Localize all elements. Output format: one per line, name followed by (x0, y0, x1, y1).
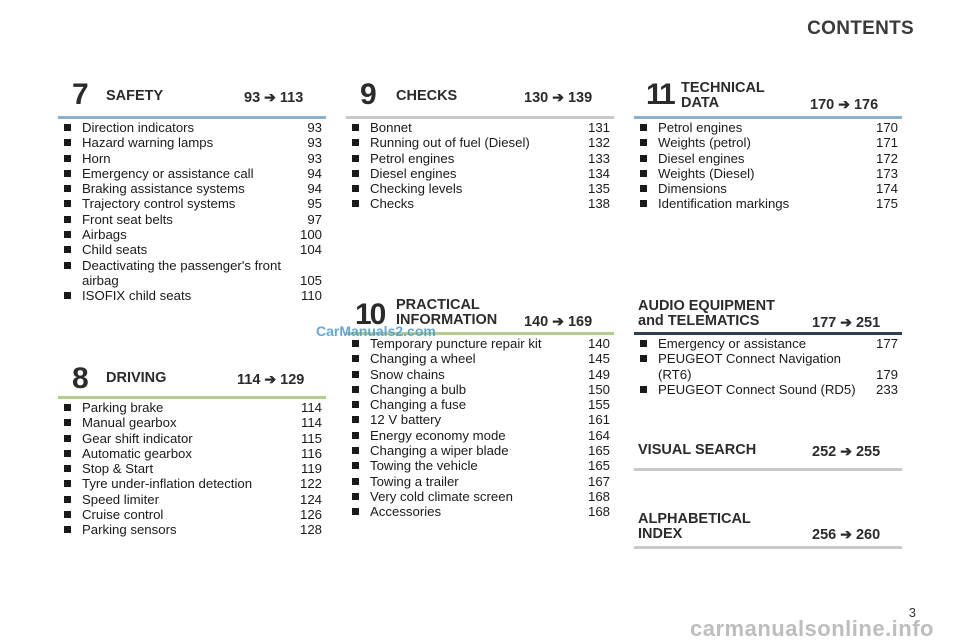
item-page: 124 (299, 491, 322, 507)
bullet-square-icon (352, 478, 359, 485)
section-number-safety: 7 (72, 78, 87, 111)
range-from: 170 (810, 97, 835, 113)
list-item[interactable] (60, 196, 322, 211)
range-from: 130 (524, 90, 549, 106)
section-title-visual: VISUAL SEARCH (638, 442, 757, 458)
section-title-line2: and TELEMATICS (638, 313, 760, 329)
item-page: 134 (587, 165, 610, 181)
bullet-square-icon (64, 480, 71, 487)
item-page: 94 (307, 181, 322, 197)
section-divider-safety (58, 116, 326, 119)
list-item[interactable] (636, 135, 898, 150)
item-label: Diesel engines (658, 150, 745, 166)
range-to: 260 (855, 527, 881, 543)
item-page: 95 (307, 196, 322, 212)
item-label: Parking sensors (82, 522, 177, 538)
item-page: 131 (587, 120, 610, 135)
item-page: 149 (587, 366, 610, 382)
item-label: Accessories (370, 504, 442, 520)
item-page: 104 (299, 242, 322, 258)
section-title-driving: DRIVING (106, 370, 167, 386)
list-item[interactable] (348, 367, 610, 382)
footer-watermark: carmanualsonline.info (690, 616, 934, 641)
item-page: 93 (307, 135, 322, 151)
item-page: 114 (300, 400, 322, 415)
item-page: 138 (587, 196, 610, 212)
range-to: 255 (855, 444, 881, 460)
section-range-practical (524, 313, 592, 330)
item-page: 115 (300, 430, 322, 446)
item-page: 171 (875, 135, 898, 151)
bullet-square-icon (352, 355, 359, 362)
section-title-line1: PRACTICAL (396, 297, 480, 313)
bullet-square-icon (640, 340, 647, 347)
bullet-square-icon (352, 493, 359, 500)
range-to: 129 (280, 372, 305, 388)
section-divider-driving (58, 396, 326, 399)
list-item[interactable] (636, 151, 898, 166)
bullet-square-icon (352, 124, 359, 131)
item-page: 233 (875, 381, 898, 397)
right-arrow-icon: ➔ (552, 89, 564, 105)
list-item[interactable] (348, 489, 610, 504)
item-label: 12 V battery (370, 412, 442, 428)
item-page: 133 (587, 150, 610, 166)
item-page: 175 (875, 196, 898, 212)
item-label: Parking brake (82, 400, 164, 415)
list-item[interactable] (348, 166, 610, 181)
section-range-technical (810, 96, 878, 113)
list-item[interactable] (636, 196, 898, 211)
section-range-driving (237, 371, 304, 388)
item-label: Child seats (82, 242, 148, 258)
item-page: 155 (587, 397, 610, 413)
range-from: 140 (524, 314, 549, 330)
bullet-square-icon (64, 139, 71, 146)
section-title-alpha (638, 512, 751, 542)
item-label: Very cold climate screen (370, 488, 513, 504)
item-page: 168 (587, 504, 610, 520)
list-item[interactable] (348, 196, 610, 211)
item-page: 150 (587, 381, 610, 397)
list-item[interactable] (348, 412, 610, 427)
bullet-square-icon (352, 185, 359, 192)
bullet-square-icon (64, 292, 71, 299)
item-label: Changing a wheel (370, 351, 476, 367)
section-title-line1: ALPHABETICAL (638, 511, 751, 527)
item-page: 168 (587, 488, 610, 504)
list-item[interactable] (60, 166, 322, 181)
bullet-square-icon (64, 419, 71, 426)
range-from: 256 (812, 527, 837, 543)
section-title-line1: AUDIO EQUIPMENT (638, 298, 775, 314)
bullet-square-icon (352, 170, 359, 177)
item-label: Energy economy mode (370, 427, 506, 443)
item-label: Weights (petrol) (658, 135, 751, 151)
item-label: Weights (Diesel) (658, 165, 755, 181)
item-label: Bonnet (370, 120, 412, 135)
item-label: ISOFIX child seats (82, 288, 192, 304)
list-item[interactable] (60, 431, 322, 446)
item-page: 140 (587, 336, 610, 351)
item-label: Checks (370, 196, 414, 212)
list-item[interactable] (636, 181, 898, 196)
item-page: 170 (875, 120, 898, 135)
bullet-square-icon (640, 170, 647, 177)
list-item[interactable] (636, 166, 898, 181)
range-to: 139 (567, 90, 593, 106)
section-number-checks: 9 (360, 78, 375, 111)
list-item[interactable] (60, 476, 322, 491)
item-page: 97 (307, 211, 322, 227)
list-item[interactable] (60, 212, 322, 227)
item-label: Changing a bulb (370, 381, 467, 397)
item-page: 93 (307, 150, 322, 166)
item-label: Dimensions (658, 181, 727, 197)
item-label: Speed limiter (82, 491, 159, 507)
list-item[interactable] (348, 382, 610, 397)
item-label: Tyre under-inflation detection (82, 476, 253, 492)
item-label: Hazard warning lamps (82, 135, 214, 151)
item-page: 132 (587, 135, 610, 151)
bullet-square-icon (352, 432, 359, 439)
section-title-line2: INDEX (638, 526, 683, 542)
item-page: 177 (875, 336, 898, 351)
section-divider-technical (634, 116, 902, 119)
list-item[interactable] (348, 504, 610, 519)
bullet-square-icon (352, 200, 359, 207)
list-item[interactable] (348, 397, 610, 412)
section-divider-visual (634, 468, 902, 471)
bullet-square-icon (64, 450, 71, 457)
right-arrow-icon: ➔ (840, 314, 852, 330)
page-number: 3 (908, 605, 916, 620)
list-item[interactable] (60, 522, 322, 537)
item-page: 105 (299, 272, 322, 288)
item-page: 119 (300, 461, 322, 477)
section-list-driving (60, 400, 322, 538)
section-divider-audio (634, 332, 902, 335)
item-label: Trajectory control systems (82, 196, 236, 212)
item-label: Towing a trailer (370, 473, 459, 489)
item-page: 114 (300, 415, 322, 431)
list-item[interactable] (636, 382, 898, 397)
bullet-square-icon (64, 511, 71, 518)
bullet-square-icon (352, 508, 359, 515)
list-item[interactable] (60, 446, 322, 461)
bullet-square-icon (64, 262, 71, 269)
bullet-square-icon (640, 139, 647, 146)
list-item[interactable] (60, 415, 322, 430)
section-list-practical (348, 336, 610, 520)
section-divider-alpha (634, 546, 902, 549)
range-from: 93 (244, 90, 261, 106)
list-item[interactable] (60, 120, 322, 135)
right-arrow-icon: ➔ (840, 443, 852, 459)
item-label: Diesel engines (370, 165, 457, 181)
item-page: 161 (587, 412, 610, 428)
bullet-square-icon (640, 185, 647, 192)
right-arrow-icon: ➔ (840, 526, 852, 542)
item-label: Emergency or assistance (658, 336, 807, 351)
item-label: Running out of fuel (Diesel) (370, 135, 530, 151)
section-title-checks: CHECKS (396, 88, 458, 104)
item-label: Changing a fuse (370, 397, 467, 413)
item-label: Direction indicators (82, 120, 195, 135)
item-label: Deactivating the passenger's front airbag (82, 257, 281, 288)
bullet-square-icon (64, 200, 71, 207)
item-page: 116 (300, 445, 322, 461)
bullet-square-icon (352, 462, 359, 469)
item-label: Front seat belts (82, 211, 173, 227)
range-to: 251 (855, 315, 881, 331)
item-label: Towing the vehicle (370, 458, 478, 474)
list-item[interactable] (348, 428, 610, 443)
right-arrow-icon: ➔ (552, 313, 564, 329)
bullet-square-icon (64, 155, 71, 162)
bullet-square-icon (352, 447, 359, 454)
list-item[interactable] (348, 458, 610, 473)
bullet-square-icon (64, 435, 71, 442)
section-list-checks (348, 120, 610, 212)
range-to: 113 (279, 90, 304, 106)
item-label: Stop & Start (82, 461, 154, 477)
item-page: 128 (299, 522, 322, 538)
item-page: 126 (299, 507, 322, 523)
section-title-technical (681, 81, 765, 111)
section-range-visual (812, 443, 880, 460)
item-label: Horn (82, 150, 111, 166)
list-item[interactable] (348, 181, 610, 196)
section-number-practical: 10 (355, 298, 385, 331)
item-label: PEUGEOT Connect Sound (RD5) (658, 381, 856, 397)
list-item[interactable] (348, 120, 610, 135)
list-item[interactable] (60, 258, 322, 289)
range-from: 177 (812, 315, 837, 331)
list-item[interactable] (60, 135, 322, 150)
item-label: Automatic gearbox (82, 445, 192, 461)
section-range-alpha (812, 526, 880, 543)
bullet-square-icon (64, 526, 71, 533)
item-label: Temporary puncture repair kit (370, 336, 542, 351)
bullet-square-icon (640, 386, 647, 393)
list-item[interactable] (348, 443, 610, 458)
section-range-checks (524, 89, 592, 106)
item-page: 94 (307, 165, 322, 181)
list-item[interactable] (636, 351, 898, 382)
list-item[interactable] (60, 492, 322, 507)
right-arrow-icon: ➔ (264, 371, 277, 387)
section-title-line2: INFORMATION (396, 312, 498, 328)
item-label: Changing a wiper blade (370, 443, 509, 459)
item-page: 179 (875, 366, 898, 382)
list-item[interactable] (60, 242, 322, 257)
item-page: 164 (587, 427, 610, 443)
item-page: 165 (587, 458, 610, 474)
bullet-square-icon (640, 124, 647, 131)
list-item[interactable] (636, 120, 898, 135)
bullet-square-icon (64, 170, 71, 177)
item-label: Gear shift indicator (82, 430, 193, 446)
item-page: 135 (587, 181, 610, 197)
section-title-line1: TECHNICAL (681, 80, 765, 96)
item-label: Identification markings (658, 196, 790, 212)
section-list-audio (636, 336, 898, 397)
item-page: 110 (300, 288, 322, 304)
right-arrow-icon: ➔ (838, 96, 850, 112)
bullet-square-icon (352, 386, 359, 393)
item-page: 100 (299, 227, 322, 243)
list-item[interactable] (636, 336, 898, 351)
list-item[interactable] (348, 351, 610, 366)
section-list-safety (60, 120, 322, 304)
section-range-audio (812, 314, 880, 331)
right-arrow-icon: ➔ (264, 89, 276, 105)
list-item[interactable] (60, 400, 322, 415)
section-number-driving: 8 (72, 362, 87, 395)
section-list-technical (636, 120, 898, 212)
bullet-square-icon (64, 465, 71, 472)
item-page: 172 (875, 150, 898, 166)
item-label: Snow chains (370, 366, 445, 382)
item-label: Emergency or assistance call (82, 165, 254, 181)
page-title: CONTENTS (807, 18, 914, 39)
bullet-square-icon (64, 496, 71, 503)
range-from: 114 (237, 372, 261, 388)
bullet-square-icon (640, 200, 647, 207)
bullet-square-icon (352, 155, 359, 162)
item-page: 165 (587, 443, 610, 459)
list-item[interactable] (60, 181, 322, 196)
bullet-square-icon (64, 185, 71, 192)
bullet-square-icon (352, 416, 359, 423)
list-item[interactable] (60, 461, 322, 476)
item-label: Manual gearbox (82, 415, 177, 431)
range-to: 176 (853, 97, 879, 113)
list-item[interactable] (60, 151, 322, 166)
list-item[interactable] (60, 227, 322, 242)
item-label: Checking levels (370, 181, 463, 197)
item-label: Petrol engines (370, 150, 455, 166)
bullet-square-icon (352, 139, 359, 146)
range-to: 169 (567, 314, 593, 330)
item-label: Airbags (82, 227, 127, 243)
bullet-square-icon (64, 404, 71, 411)
list-item[interactable] (348, 474, 610, 489)
list-item[interactable] (348, 135, 610, 150)
item-page: 167 (587, 473, 610, 489)
list-item[interactable] (348, 151, 610, 166)
bullet-square-icon (64, 231, 71, 238)
item-page: 145 (587, 351, 610, 367)
section-range-safety (244, 89, 303, 106)
item-page: 122 (299, 476, 322, 492)
item-label: Cruise control (82, 507, 164, 523)
section-divider-checks (346, 116, 614, 119)
list-item[interactable] (60, 288, 322, 303)
item-page: 174 (875, 181, 898, 197)
item-label: Braking assistance systems (82, 181, 245, 197)
item-label: PEUGEOT Connect Navigation (RT6) (658, 351, 842, 382)
item-label: Petrol engines (658, 120, 743, 135)
section-title-safety: SAFETY (106, 88, 164, 104)
bullet-square-icon (64, 246, 71, 253)
bullet-square-icon (64, 216, 71, 223)
range-from: 252 (812, 444, 837, 460)
bullet-square-icon (640, 355, 647, 362)
watermark: CarManuals2.com (316, 323, 436, 339)
list-item[interactable] (60, 507, 322, 522)
bullet-square-icon (352, 401, 359, 408)
item-page: 173 (875, 165, 898, 181)
section-number-technical: 11 (646, 78, 674, 111)
section-title-line2: DATA (681, 95, 720, 111)
bullet-square-icon (352, 340, 359, 347)
bullet-square-icon (64, 124, 71, 131)
bullet-square-icon (640, 155, 647, 162)
item-page: 93 (307, 120, 322, 135)
section-title-audio (638, 299, 775, 329)
bullet-square-icon (352, 371, 359, 378)
